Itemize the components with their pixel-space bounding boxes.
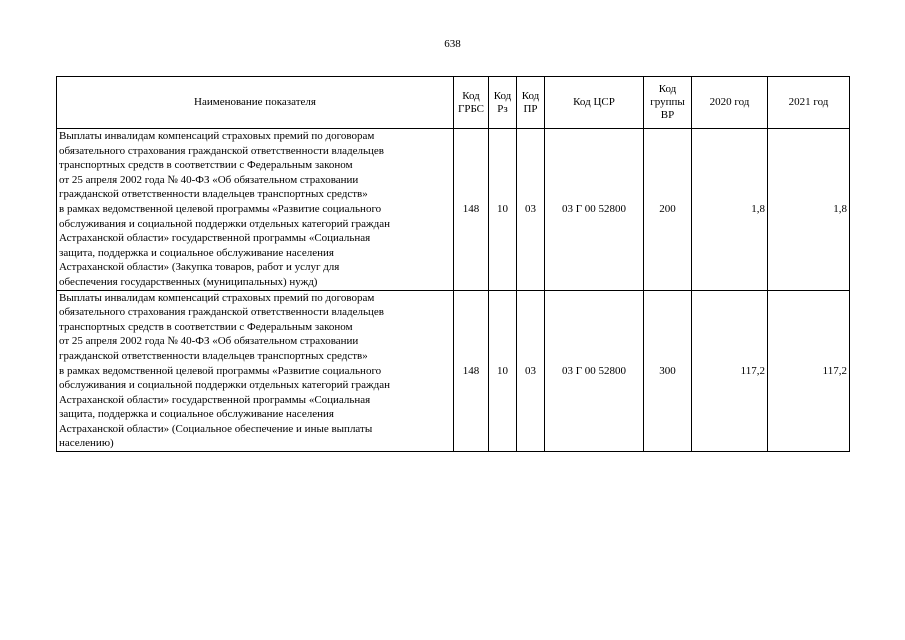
cell-vr: 300: [644, 290, 692, 452]
header-2021: 2021 год: [768, 77, 850, 129]
page-number: 638: [444, 38, 461, 50]
header-vr: Код группы ВР: [644, 77, 692, 129]
cell-vr: 200: [644, 129, 692, 291]
header-csr: Код ЦСР: [545, 77, 644, 129]
cell-2021: 117,2: [768, 290, 850, 452]
table-row: [57, 129, 850, 291]
header-row: [57, 77, 850, 129]
cell-grbs: 148: [454, 129, 489, 291]
header-grbs: Код ГРБС: [454, 77, 489, 129]
cell-2021: 1,8: [768, 129, 850, 291]
cell-pr: 03: [517, 129, 545, 291]
cell-csr: 03 Г 00 52800: [545, 290, 644, 452]
cell-2020: 117,2: [692, 290, 768, 452]
table-row: [57, 290, 850, 452]
cell-rz: 10: [489, 129, 517, 291]
cell-pr: 03: [517, 290, 545, 452]
row-description: Выплаты инвалидам компенсаций страховых премий по договорам обязательного страхования гражданской ответственности владельцев транспортных средств в соответствии с Федеральным законом от 25 апреля 2002 года № 40-ФЗ «Об обязательном страховании гражданской ответственности владельцев транспортных средств» в рамках ведомственной целевой программы «Развитие социального обслуживания и социальной поддержки отдельных категорий граждан Астраханской области» государственной программы «Социальная защита, поддержка и социальное обслуживание населения Астраханской области» (Социальное обеспечение и иные выплаты населению): [57, 290, 454, 452]
header-rz: Код Рз: [489, 77, 517, 129]
cell-2020: 1,8: [692, 129, 768, 291]
row-description: Выплаты инвалидам компенсаций страховых премий по договорам обязательного страхования гражданской ответственности владельцев транспортных средств в соответствии с Федеральным законом от 25 апреля 2002 года № 40-ФЗ «Об обязательном страховании гражданской ответственности владельцев транспортных средств» в рамках ведомственной целевой программы «Развитие социального обслуживания и социальной поддержки отдельных категорий граждан Астраханской области» государственной программы «Социальная защита, поддержка и социальное обслуживание населения Астраханской области» (Закупка товаров, работ и услуг для обеспечения государственных (муниципальных) нужд): [57, 129, 454, 291]
cell-csr: 03 Г 00 52800: [545, 129, 644, 291]
header-pr: Код ПР: [517, 77, 545, 129]
header-2020: 2020 год: [692, 77, 768, 129]
header-name: Наименование показателя: [57, 77, 454, 129]
budget-table: [56, 76, 850, 452]
cell-grbs: 148: [454, 290, 489, 452]
cell-rz: 10: [489, 290, 517, 452]
